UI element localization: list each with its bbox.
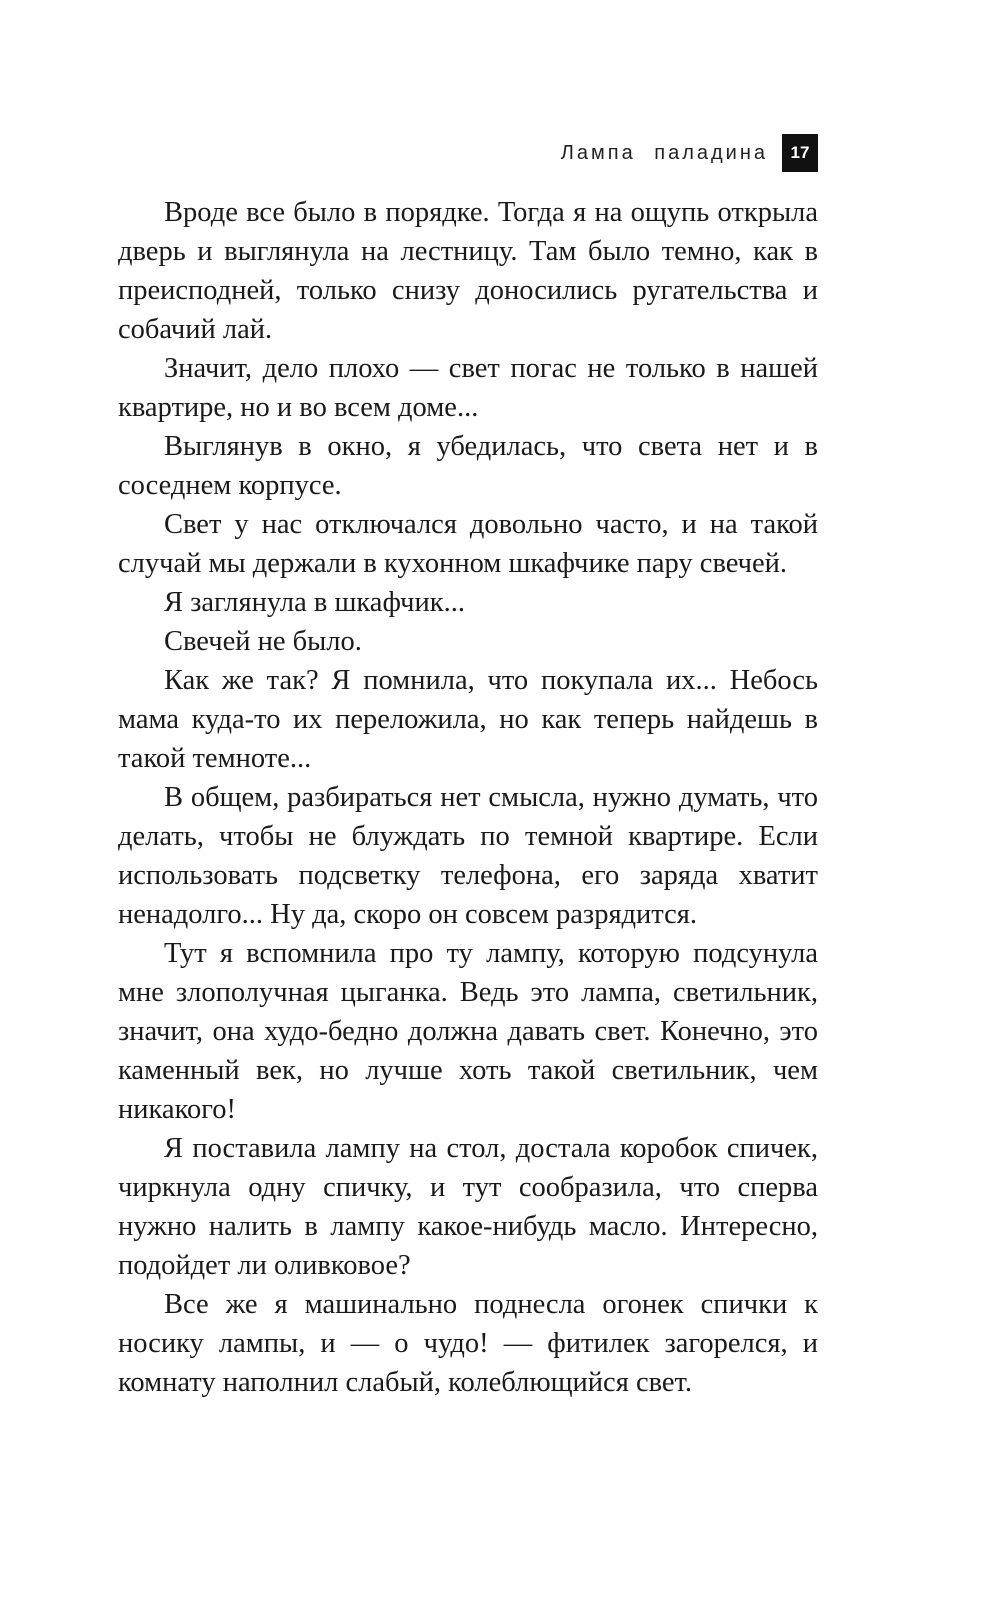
paragraph: Свечей не было. <box>164 626 362 657</box>
running-title: Лампа паладина <box>560 141 768 164</box>
paragraph: Все же я машинально поднесла огонек спички к носику лампы, и — о чудо! — фитилек загорелся, и комнату наполнил слабый, колеблющийся свет. <box>118 1289 818 1398</box>
paragraph: Я поставила лампу на стол, достала коробок спичек, чиркнула одну спичку, и тут сообразила, что сперва нужно налить в лампу какое-нибудь масло. Интересно, подойдет ли оливковое? <box>118 1133 818 1281</box>
paragraph: Свет у нас отключался довольно часто, и на такой случай мы держали в кухонном шкафчике пару свечей. <box>118 509 818 579</box>
paragraph: Значит, дело плохо — свет погас не только в нашей квартире, но и во всем доме... <box>118 353 818 423</box>
paragraph: Я заглянула в шкафчик... <box>164 587 465 618</box>
paragraph: Как же так? Я помнила, что покупала их... Небось мама куда-то их переложила, но как теперь найдешь в такой темноте... <box>118 665 818 774</box>
paragraph: В общем, разбираться нет смысла, нужно думать, что делать, чтобы не блуждать по темной квартире. Если использовать подсветку телефона, его заряда хватит ненадолго... Ну да, скоро он совсем разрядится. <box>118 782 818 930</box>
paragraph: Тут я вспомнила про ту лампу, которую подсунула мне злополучная цыганка. Ведь это лампа, светильник, значит, она худо-бедно должна давать свет. Конечно, это каменный век, но лучше хоть такой светильник, чем никакого! <box>118 938 818 1125</box>
body-text <box>118 193 818 1402</box>
paragraph: Вроде все было в порядке. Тогда я на ощупь открыла дверь и выглянула на лестницу. Там было темно, как в преисподней, только снизу доносились ругательства и собачий лай. <box>118 197 818 345</box>
page-number-badge: 17 <box>782 134 818 172</box>
page-header <box>118 134 818 172</box>
paragraph: Выглянув в окно, я убедилась, что света нет и в соседнем корпусе. <box>118 431 818 501</box>
